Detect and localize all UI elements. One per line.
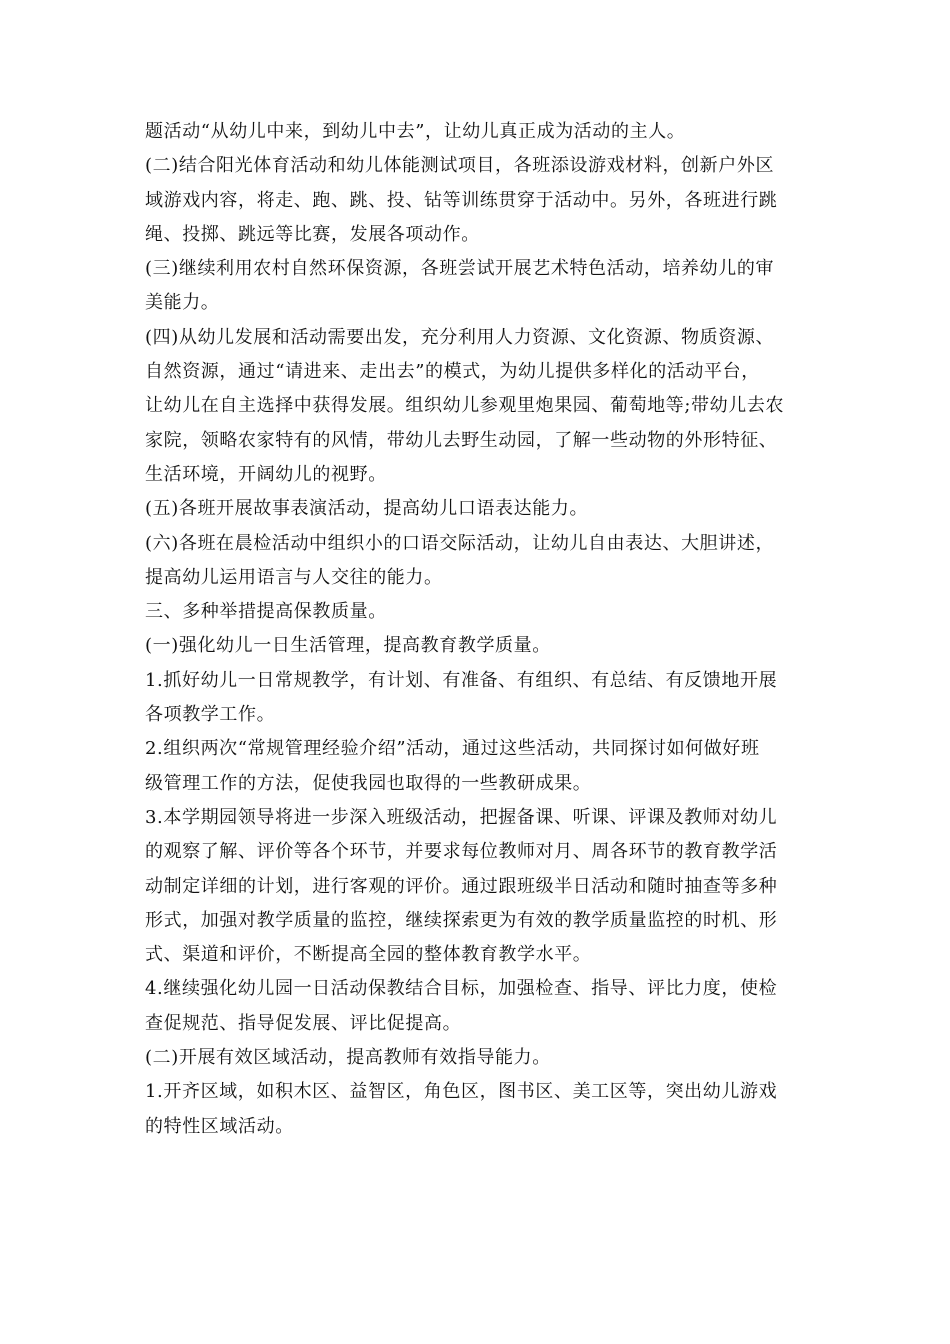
text-line: (四)从幼儿发展和活动需要出发，充分利用人力资源、文化资源、物质资源、	[145, 326, 775, 348]
text-line: 家院，领略农家特有的风情，带幼儿去野生动园，了解一些动物的外形特征、	[145, 429, 778, 451]
paragraph	[145, 664, 813, 733]
text-line: 3.本学期园领导将进一步深入班级活动，把握备课、听课、评课及教师对幼儿	[145, 806, 778, 828]
paragraph	[145, 732, 813, 801]
paragraph	[145, 1041, 813, 1075]
text-line: 各项教学工作。	[145, 704, 276, 726]
paragraph	[145, 527, 813, 596]
text-line: (五)各班开展故事表演活动，提高幼儿口语表达能力。	[145, 498, 589, 520]
paragraph	[145, 321, 813, 492]
text-line: 题活动“从幼儿中来，到幼儿中去”，让幼儿真正成为活动的主人。	[145, 121, 686, 142]
text-line: 的特性区域活动。	[145, 1115, 294, 1137]
paragraph	[145, 252, 813, 321]
text-line: 式、渠道和评价，不断提高全园的整体教育教学水平。	[145, 944, 592, 966]
paragraph	[145, 972, 813, 1041]
text-line: 三、多种举措提高保教质量。	[145, 601, 387, 623]
paragraph	[145, 115, 813, 149]
text-line: 级管理工作的方法，促使我园也取得的一些教研成果。	[145, 772, 592, 794]
text-line: 的观察了解、评价等各个环节，并要求每位教师对月、周各环节的教育教学活	[145, 841, 778, 863]
paragraph	[145, 595, 813, 629]
text-line: 绳、投掷、跳远等比赛，发展各项动作。	[145, 223, 480, 245]
text-line: 1.抓好幼儿一日常规教学，有计划、有准备、有组织、有总结、有反馈地开展	[145, 669, 778, 691]
text-line: (一)强化幼儿一日生活管理，提高教育教学质量。	[145, 635, 551, 657]
document-body	[145, 115, 813, 1144]
text-line: 4.继续强化幼儿园一日活动保教结合目标，加强检查、指导、评比力度，使检	[145, 978, 778, 1000]
text-line: 2.组织两次“常规管理经验介绍”活动，通过这些活动，共同探讨如何做好班	[145, 738, 760, 760]
paragraph	[145, 492, 813, 526]
paragraph	[145, 801, 813, 972]
paragraph	[145, 1075, 813, 1144]
paragraph	[145, 629, 813, 663]
text-line: (二)结合阳光体育活动和幼儿体能测试项目，各班添设游戏材料，创新户外区	[145, 155, 775, 177]
text-line: (三)继续利用农村自然环保资源，各班尝试开展艺术特色活动，培养幼儿的审	[145, 258, 775, 280]
text-line: 提高幼儿运用语言与人交往的能力。	[145, 566, 443, 588]
text-line: 查促规范、指导促发展、评比促提高。	[145, 1012, 462, 1034]
text-line: (二)开展有效区域活动，提高教师有效指导能力。	[145, 1047, 551, 1069]
text-line: 动制定详细的计划，进行客观的评价。通过跟班级半日活动和随时抽查等多种	[145, 875, 778, 897]
text-line: 域游戏内容，将走、跑、跳、投、钻等训练贯穿于活动中。另外，各班进行跳	[145, 189, 778, 211]
text-line: 自然资源，通过“请进来、走出去”的模式，为幼儿提供多样化的活动平台，	[145, 361, 760, 383]
paragraph	[145, 149, 813, 252]
text-line: 形式，加强对教学质量的监控，继续探索更为有效的教学质量监控的时机、形	[145, 909, 778, 931]
text-line: 生活环境，开阔幼儿的视野。	[145, 463, 387, 485]
text-line: 让幼儿在自主选择中获得发展。组织幼儿参观里炮果园、葡萄地等;带幼儿去农	[145, 395, 785, 417]
text-line: 1.开齐区域，如积木区、益智区，角色区，图书区、美工区等，突出幼儿游戏	[145, 1081, 778, 1103]
text-line: 美能力。	[145, 292, 220, 314]
text-line: (六)各班在晨检活动中组织小的口语交际活动，让幼儿自由表达、大胆讲述，	[145, 532, 775, 554]
